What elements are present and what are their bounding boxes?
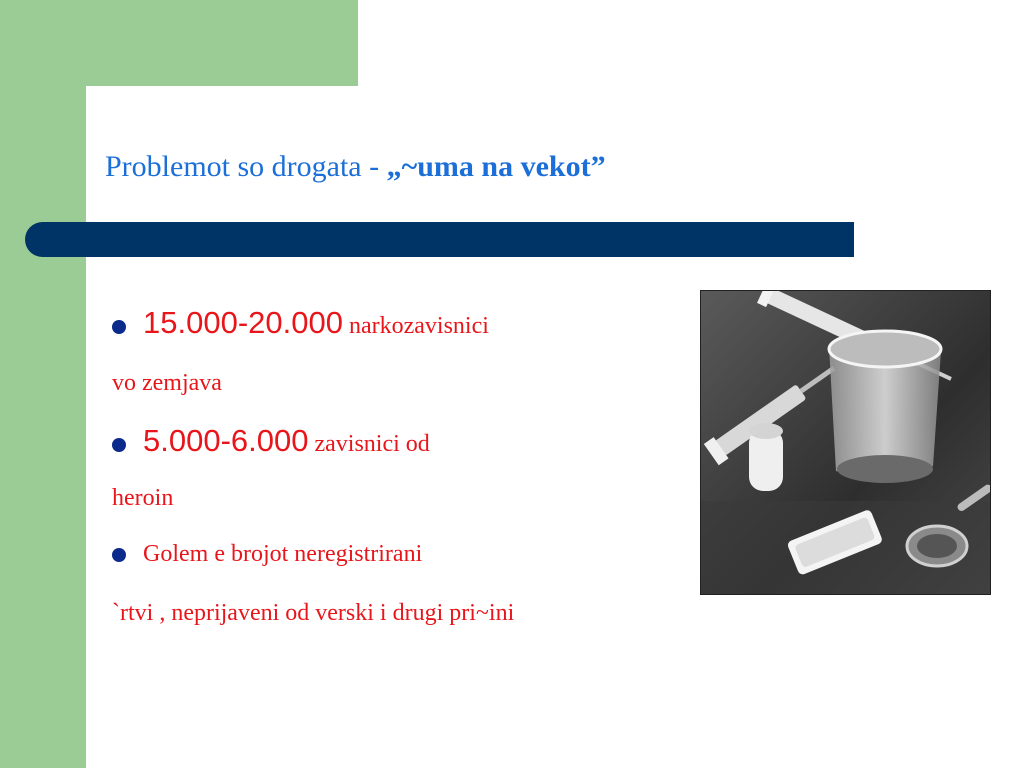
title-emphasis: „~uma na vekot” <box>386 150 606 183</box>
bullet-text: zavisnici od <box>308 431 430 457</box>
bullet-continuation: `rtvi , neprijaveni od verski i drugi pri~ini <box>112 600 515 626</box>
bullet-text: Golem e brojot neregistrirani <box>143 541 423 567</box>
list-item <box>112 305 489 341</box>
bullet-number: 15.000-20.000 <box>143 305 343 340</box>
bullet-dot-icon <box>112 320 126 334</box>
bullet-dot-icon <box>112 548 126 562</box>
bullet-number: 5.000-6.000 <box>143 423 309 458</box>
bullet-dot-icon <box>112 438 126 452</box>
list-item <box>112 423 430 459</box>
slide-title <box>105 150 606 184</box>
title-divider-bar <box>25 222 854 257</box>
drugs-photo-icon <box>701 291 990 594</box>
drugs-photo <box>700 290 991 595</box>
bullet-text: narkozavisnici <box>342 313 489 339</box>
list-item <box>112 541 422 568</box>
bullet-continuation: heroin <box>112 485 174 511</box>
green-accent-left <box>0 0 86 768</box>
title-prefix: Problemot so drogata - <box>105 150 387 183</box>
bullet-continuation: vo zemjava <box>112 370 222 396</box>
